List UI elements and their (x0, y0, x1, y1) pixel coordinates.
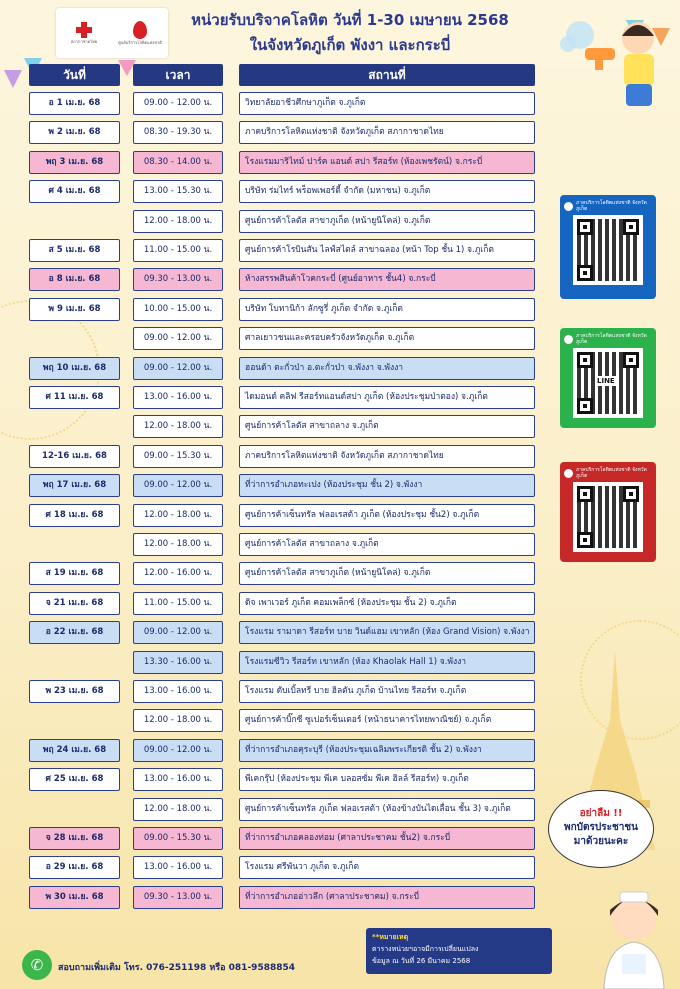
row-time: 12.00 - 18.00 น. (133, 709, 223, 732)
qr-code[interactable] (573, 215, 643, 285)
row-time: 09.00 - 15.30 น. (133, 445, 223, 468)
qr-code[interactable] (573, 348, 643, 418)
row-time: 13.00 - 16.00 น. (133, 768, 223, 791)
qr-code[interactable] (573, 482, 643, 552)
row-time: 12.00 - 16.00 น. (133, 562, 223, 585)
row-place: โรงแรม ศรีพันวา ภูเก็ต จ.ภูเก็ต (239, 856, 535, 879)
contact-text: สอบถามเพิ่มเติม โทร. 076-251198 หรือ 081-9588854 (58, 963, 296, 973)
row-date: พ 30 เม.ย. 68 (29, 886, 120, 909)
row-date: จ 28 เม.ย. 68 (29, 827, 120, 850)
row-date: ศ 18 เม.ย. 68 (29, 504, 120, 527)
row-time: 08.30 - 14.00 น. (133, 151, 223, 174)
row-date: พ 9 เม.ย. 68 (29, 298, 120, 321)
row-date: จ 21 เม.ย. 68 (29, 592, 120, 615)
row-date: อ 22 เม.ย. 68 (29, 621, 120, 644)
row-time: 09.00 - 12.00 น. (133, 474, 223, 497)
row-time: 11.00 - 15.00 น. (133, 239, 223, 262)
row-time: 10.00 - 15.00 น. (133, 298, 223, 321)
row-place: บริษัท ร่มไทร์ พร็อพเพอร์ตี้ จำกัด (มหาชน) จ.ภูเก็ต (239, 180, 535, 203)
qr-label: ภาคบริการโลหิตแห่งชาติ จังหวัดภูเก็ต (576, 467, 647, 479)
logo1-text: สภากาชาดไทย (70, 38, 98, 44)
row-place: ศูนย์การค้าเซ็นทรัล ภูเก็ต ฟลอเรสต้า (ห้องข้างบันไดเลื่อน ชั้น 3) จ.ภูเก็ต (239, 798, 535, 821)
row-time: 12.00 - 18.00 น. (133, 415, 223, 438)
blood-service-logo (112, 8, 168, 58)
row-date: พ 2 เม.ย. 68 (29, 121, 120, 144)
row-time: 09.00 - 12.00 น. (133, 739, 223, 762)
row-place: พีเคกรุ๊ป (ห้องประชุม พีเค บลอสซั่ม พีเค ฮิลล์ รีสอร์ท) จ.ภูเก็ต (239, 768, 535, 791)
row-date: ศ 11 เม.ย. 68 (29, 386, 120, 409)
row-place: ศูนย์การค้าบิ๊กซี ซูเปอร์เซ็นเตอร์ (หน้าธนาคารไทยพาณิชย์) จ.ภูเก็ต (239, 709, 535, 732)
qr-panel-line[interactable] (560, 328, 656, 428)
row-time: 13.00 - 16.00 น. (133, 680, 223, 703)
row-place: วิทยาลัยอาชีวศึกษาภูเก็ต จ.ภูเก็ต (239, 92, 535, 115)
row-time: 08.30 - 19.30 น. (133, 121, 223, 144)
redcross-icon (76, 22, 92, 38)
logo2-text: ศูนย์บริการโลหิตแห่งชาติ (118, 39, 162, 45)
nurse-illustration (584, 880, 680, 989)
row-place: ศูนย์การค้าโลตัส สาขาภูเก็ต (หน้ายูนิโคล่) จ.ภูเก็ต (239, 210, 535, 233)
row-place: โรงแรมมาริไทม์ ปาร์ค แอนด์ สปา รีสอร์ท (ห้องเพชรัตน์) จ.กระบี่ (239, 151, 535, 174)
qr-label: ภาคบริการโลหิตแห่งชาติ จังหวัดภูเก็ต (576, 333, 647, 345)
row-place: โรงแรม ดับเบิ้ลทรี บาย ฮิลตัน ภูเก็ต บ้านไทย รีสอร์ท จ.ภูเก็ต (239, 680, 535, 703)
column-header-place: สถานที่ (239, 64, 535, 86)
row-time: 09.30 - 13.00 น. (133, 268, 223, 291)
row-place: ฮอนด้า ตะกั่วป่า อ.ตะกั่วป่า จ.พังงา จ.พังงา (239, 357, 535, 380)
row-date: พฤ 3 เม.ย. 68 (29, 151, 120, 174)
row-time: 09.00 - 12.00 น. (133, 621, 223, 644)
row-place: ศูนย์การค้าเซ็นทรัล ฟลอเรสต้า ภูเก็ต (ห้องประชุม ชั้น2) จ.ภูเก็ต (239, 504, 535, 527)
reminder-line2: พกบัตรประชาชน (564, 822, 638, 833)
row-time: 13.00 - 16.00 น. (133, 856, 223, 879)
column-header-date: วันที่ (29, 64, 120, 86)
note-line2: ข้อมูล ณ วันที่ 26 มีนาคม 2568 (372, 957, 471, 965)
kid-water-gun-illustration (540, 0, 680, 120)
row-time: 12.00 - 18.00 น. (133, 504, 223, 527)
row-date: อ 8 เม.ย. 68 (29, 268, 120, 291)
row-date: 12-16 เม.ย. 68 (29, 445, 120, 468)
row-place: บริษัท โบทานิก้า ลักซูรี่ ภูเก็ต จำกัด จ.ภูเก็ต (239, 298, 535, 321)
row-time: 13.00 - 16.00 น. (133, 386, 223, 409)
row-time: 09.00 - 15.30 น. (133, 827, 223, 850)
row-time: 13.30 - 16.00 น. (133, 651, 223, 674)
page-subtitle: ในจังหวัดภูเก็ต พังงา และกระบี่ (249, 36, 451, 54)
row-date: พฤ 17 เม.ย. 68 (29, 474, 120, 497)
row-time: 09.00 - 12.00 น. (133, 357, 223, 380)
row-date: พฤ 24 เม.ย. 68 (29, 739, 120, 762)
row-date: ศ 4 เม.ย. 68 (29, 180, 120, 203)
qr-panel-facebook[interactable] (560, 195, 656, 299)
row-place: ศูนย์การค้าโลตัส สาขาถลาง จ.ภูเก็ต (239, 415, 535, 438)
row-place: ที่ว่าการอำเภอทะเปง (ห้องประชุม ชั้น 2) จ.พังงา (239, 474, 535, 497)
row-time: 09.30 - 13.00 น. (133, 886, 223, 909)
row-date: พ 23 เม.ย. 68 (29, 680, 120, 703)
row-place: ภาคบริการโลหิตแห่งชาติ จังหวัดภูเก็ต สภากาชาดไทย (239, 121, 535, 144)
row-date: อ 1 เม.ย. 68 (29, 92, 120, 115)
redcross-badge-icon (564, 469, 573, 478)
note-line1: ตารางหน่วยฯอาจมีการเปลี่ยนแปลง (372, 945, 479, 953)
note-title: **หมายเหตุ (372, 933, 409, 941)
bunting-flag (4, 70, 22, 88)
row-date: ส 19 เม.ย. 68 (29, 562, 120, 585)
row-time: 12.00 - 18.00 น. (133, 533, 223, 556)
row-place: โรงแรม รามาดา รีสอร์ท บาย วินด์แฮม เขาหลัก (ห้อง Grand Vision) จ.พังงา (239, 621, 535, 644)
row-place: ศาลเยาวชนและครอบครัวจังหวัดภูเก็ต จ.ภูเก็ต (239, 327, 535, 350)
row-time: 09.00 - 12.00 น. (133, 327, 223, 350)
row-place: ที่ว่าการอำเภอคุระบุรี (ห้องประชุมเฉลิมพระเกียรติ ชั้น 2) จ.พังงา (239, 739, 535, 762)
row-place: ภาคบริการโลหิตแห่งชาติ จังหวัดภูเก็ต สภากาชาดไทย (239, 445, 535, 468)
row-place: ศูนย์การค้าโลตัส สาขาภูเก็ต (หน้ายูนิโคล่) จ.ภูเก็ต (239, 562, 535, 585)
note-box (366, 928, 552, 974)
row-place: ที่ว่าการอำเภออ่าวลึก (ศาลาประชาคม) จ.กระบี่ (239, 886, 535, 909)
row-place: ที่ว่าการอำเภอคลองท่อม (ศาลาประชาคม ชั้น2) จ.กระบี่ (239, 827, 535, 850)
row-place: ดิจ เพาเวอร์ ภูเก็ต คอมเพล็กซ์ (ห้องประชุม ชั้น 2) จ.ภูเก็ต (239, 592, 535, 615)
row-date: ศ 25 เม.ย. 68 (29, 768, 120, 791)
reminder-bubble (548, 790, 654, 868)
row-date: ส 5 เม.ย. 68 (29, 239, 120, 262)
row-date: อ 29 เม.ย. 68 (29, 856, 120, 879)
redcross-logo (56, 8, 112, 58)
row-place: ห้างสรรพสินค้าโวคกระบี่ (ศูนย์อาหาร ชั้น4) จ.กระบี่ (239, 268, 535, 291)
row-date: พฤ 10 เม.ย. 68 (29, 357, 120, 380)
qr-line-text: LINE (597, 377, 615, 385)
row-place: โรงแรมซีวิว รีสอร์ท เขาหลัก (ห้อง Khaolak Hall 1) จ.พังงา (239, 651, 535, 674)
line-icon (564, 335, 573, 344)
qr-label: ภาคบริการโลหิตแห่งชาติ จังหวัดภูเก็ต (576, 200, 647, 212)
blood-drop-icon (133, 21, 147, 39)
row-place: ศูนย์การค้าโรบินสัน ไลฟ์สไตล์ สาขาฉลอง (หน้า Top ชั้น 1) จ.ภูเก็ต (239, 239, 535, 262)
row-time: 12.00 - 18.00 น. (133, 798, 223, 821)
row-time: 12.00 - 18.00 น. (133, 210, 223, 233)
phone-icon[interactable]: ✆ (22, 950, 52, 980)
row-time: 11.00 - 15.00 น. (133, 592, 223, 615)
reminder-line3: มาด้วยนะคะ (573, 836, 629, 847)
logos-panel (56, 8, 168, 58)
reminder-line1: อย่าลืม !! (579, 808, 623, 819)
facebook-icon (564, 202, 573, 211)
page-title: หน่วยรับบริจาคโลหิต วันที่ 1-30 เมษายน 2568 (191, 11, 509, 29)
column-header-time: เวลา (133, 64, 223, 86)
row-place: ไดมอนด์ คลิฟ รีสอร์ทแอนด์สปา ภูเก็ต (ห้องประชุมป่าตอง) จ.ภูเก็ต (239, 386, 535, 409)
row-time: 09.00 - 12.00 น. (133, 92, 223, 115)
row-place: ศูนย์การค้าโลตัส สาขาถลาง จ.ภูเก็ต (239, 533, 535, 556)
qr-panel-redcross[interactable] (560, 462, 656, 562)
row-time: 13.00 - 15.30 น. (133, 180, 223, 203)
